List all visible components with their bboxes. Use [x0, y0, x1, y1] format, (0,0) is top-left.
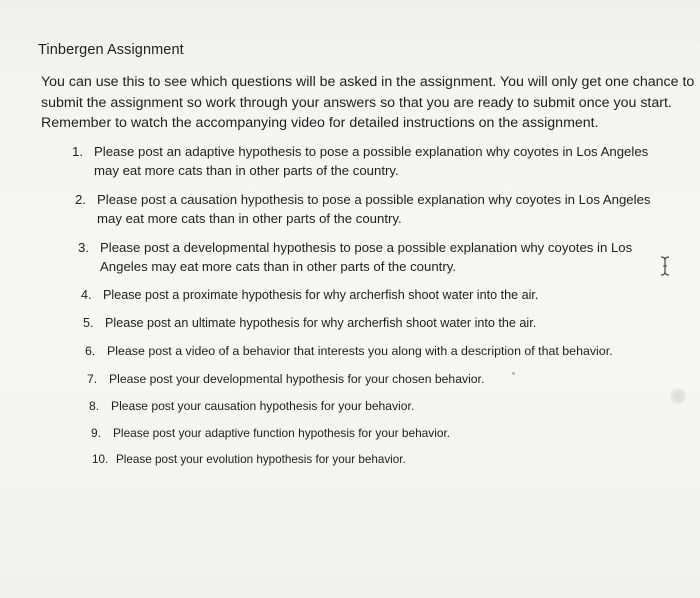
smudge-mark [670, 388, 686, 404]
question-text: Please post a developmental hypothesis to pose a possible explanation why coyotes in Los [100, 240, 633, 255]
question-text: Please post an adaptive hypothesis to pose a possible explanation why coyotes in Los Angeles [94, 144, 649, 159]
question-item-5 [83, 314, 536, 333]
question-number: 10. [92, 453, 109, 466]
question-text: Please post a causation hypothesis to pose a possible explanation why coyotes in Los Angeles [97, 192, 651, 207]
question-number: 4. [81, 288, 92, 302]
question-number: 7. [87, 372, 98, 386]
question-text: Please post your causation hypothesis for your behavior. [111, 399, 415, 413]
question-text-continued: may eat more cats than in other parts of the country. [94, 163, 399, 178]
question-number: 5. [83, 316, 94, 330]
question-number: 3. [78, 240, 89, 255]
intro-line: Remember to watch the accompanying video for detailed instructions on the assignment. [41, 115, 599, 131]
question-item-6 [85, 342, 613, 361]
question-text: Please post a video of a behavior that interests you along with a description of that behavior. [107, 344, 613, 358]
document-title: Tinbergen Assignment [38, 42, 184, 58]
question-text-continued: Angeles may eat more cats than in other parts of the country. [100, 259, 457, 274]
question-item-1 [72, 142, 648, 180]
question-text: Please post a proximate hypothesis for why archerfish shoot water into the air. [103, 288, 539, 302]
question-item-7 [87, 370, 484, 389]
question-text-continued: may eat more cats than in other parts of the country. [97, 211, 402, 226]
speck-mark [512, 372, 515, 375]
question-number: 6. [85, 344, 96, 358]
intro-paragraph [41, 72, 695, 134]
question-text: Please post your adaptive function hypothesis for your behavior. [113, 426, 451, 440]
question-number: 8. [89, 399, 100, 413]
question-item-4 [81, 286, 538, 305]
question-text: Please post your evolution hypothesis for your behavior. [116, 453, 406, 466]
question-text: Please post an ultimate hypothesis for why archerfish shoot water into the air. [105, 316, 537, 330]
intro-line: submit the assignment so work through your answers so that you are ready to submit once you start. [41, 94, 672, 111]
question-item-2 [75, 190, 651, 228]
text-cursor-ibeam-icon [658, 255, 672, 277]
question-item-3 [78, 238, 632, 276]
question-number: 1. [72, 144, 83, 159]
intro-line: You can use this to see which questions will be asked in the assignment. You will only get one chance to [41, 74, 695, 90]
question-text: Please post your developmental hypothesis for your chosen behavior. [109, 372, 485, 386]
question-item-9 [91, 424, 450, 443]
question-number: 9. [91, 426, 101, 440]
question-number: 2. [75, 192, 86, 207]
question-item-8 [89, 397, 414, 416]
question-item-10 [92, 450, 406, 469]
